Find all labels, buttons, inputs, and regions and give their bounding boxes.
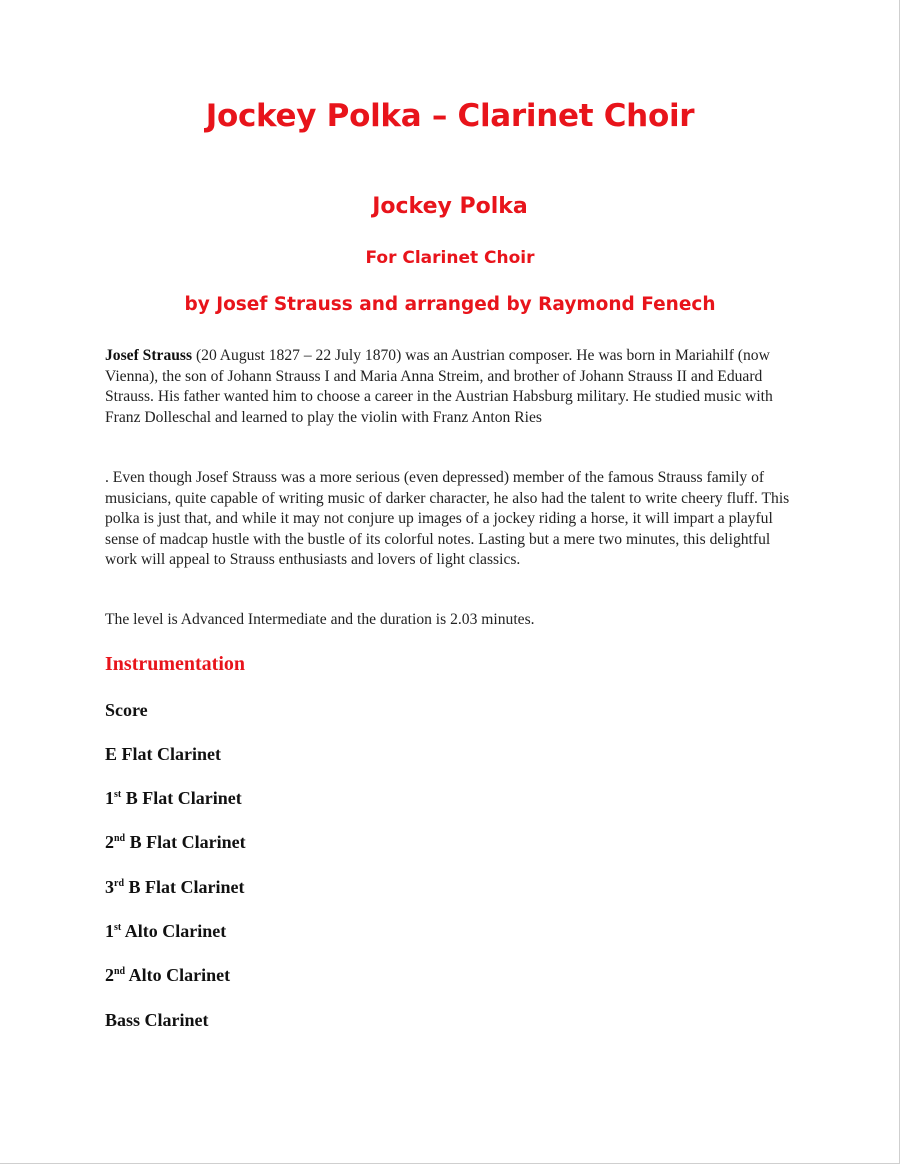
ensemble-line: For Clarinet Choir: [365, 248, 535, 268]
instrument-item-3rd-b-flat-clarinet: 3rd B Flat Clarinet: [105, 877, 245, 897]
instrumentation-heading: Instrumentation: [105, 653, 246, 675]
level-duration-paragraph: The level is Advanced Intermediate and the duration is 2.03 minutes.: [105, 611, 535, 628]
instrument-item-2nd-b-flat-clarinet: 2nd B Flat Clarinet: [105, 832, 246, 852]
instrument-item-1st-b-flat-clarinet: 1st B Flat Clarinet: [105, 788, 242, 808]
biography-paragraph: [105, 346, 795, 428]
description-paragraph: . Even though Josef Strauss was a more serious (even depressed) member of the famous Strauss family of musicians, quite capable of writing music of darker character, he also had the talent to write cheery fluff. This polka is just that, and while it may not conjure up images of a jockey riding a horse, it will impart a playful sense of madcap hustle with the bustle of its colorful notes. Lasting but a mere two minutes, this delightful work will appeal to Strauss enthusiasts and lovers of light classics.: [105, 469, 790, 568]
page-title: Jockey Polka – Clarinet Choir: [205, 98, 695, 134]
instrument-item-1st-alto-clarinet: 1st Alto Clarinet: [105, 921, 227, 941]
biography-text: (20 August 1827 – 22 July 1870) was an Austrian composer. He was born in Mariahilf (now Vienna), the son of Johann Strauss I and Maria Anna Streim, and brother of Johann Strauss II and Eduard Strauss. His father wanted him to choose a career in the Austrian Habsburg military. He studied music with Franz Dolleschal and learned to play the violin with Franz Anton Ries: [105, 347, 773, 426]
composer-name: Josef Strauss: [105, 347, 193, 364]
instrument-item-score: Score: [105, 700, 148, 720]
piece-title: Jockey Polka: [372, 194, 528, 219]
instrument-item-2nd-alto-clarinet: 2nd Alto Clarinet: [105, 965, 231, 985]
instrument-item-e-flat-clarinet: E Flat Clarinet: [105, 744, 221, 764]
byline: by Josef Strauss and arranged by Raymond Fenech: [184, 294, 716, 315]
instrument-item-bass-clarinet: Bass Clarinet: [105, 1010, 209, 1030]
